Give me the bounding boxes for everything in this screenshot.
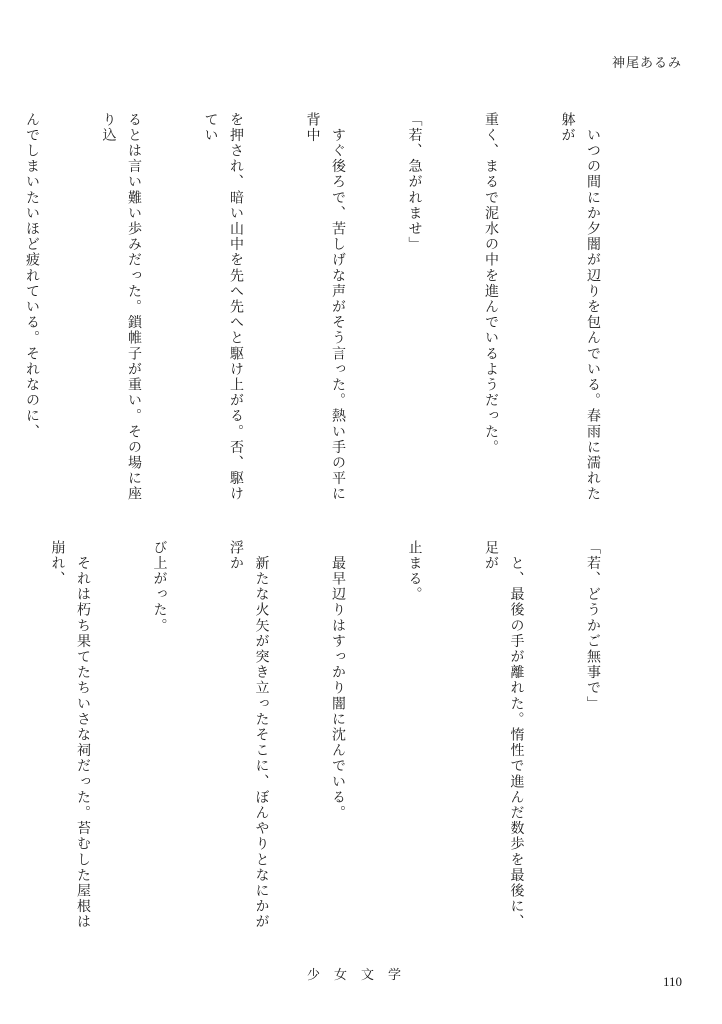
text-line: それは朽ち果てたちいさな祠だった。苔むした屋根は崩れ、 <box>49 540 91 930</box>
text-line: と、最後の手が離れた。惰性で進んだ数歩を最後に、足が <box>483 540 525 930</box>
text-line: 新たな火矢が突き立ったそこに、ぼんやりとなにかが浮か <box>228 540 270 930</box>
text-line: いつの間にか夕闇が辺りを包んでいる。春雨に濡れた躰が <box>559 112 601 502</box>
header-author: 神尾あるみ <box>611 56 682 71</box>
text-line: 止まる。 <box>406 540 423 603</box>
text-block-top <box>24 112 656 502</box>
text-line: 重く、まるで泥水の中を進んでいるようだった。 <box>483 112 499 456</box>
text-line: び上がった。 <box>151 540 168 634</box>
text-line: 「若、急がれませ」 <box>406 112 423 253</box>
text-line: んでしまいたいほど疲れている。それなのに、 <box>24 112 40 440</box>
text-line: 最早辺りはすっかり闇に沈んでいる。 <box>330 540 346 821</box>
text-block-bottom <box>49 540 656 930</box>
footer-magazine-title: 少女文学 <box>306 968 415 983</box>
text-line: 「若、どうかご無事で」 <box>585 540 601 712</box>
text-line: るとは言い難い歩みだった。鎖帷子が重い。その場に座り込 <box>100 112 142 502</box>
text-line: を押され、暗い山中を先へ先へと駆け上がる。否、駆けてい <box>202 112 244 502</box>
text-line: すぐ後ろで、苦しげな声がそう言った。熱い手の平に背中 <box>304 112 346 502</box>
page-number: 110 <box>662 974 682 989</box>
